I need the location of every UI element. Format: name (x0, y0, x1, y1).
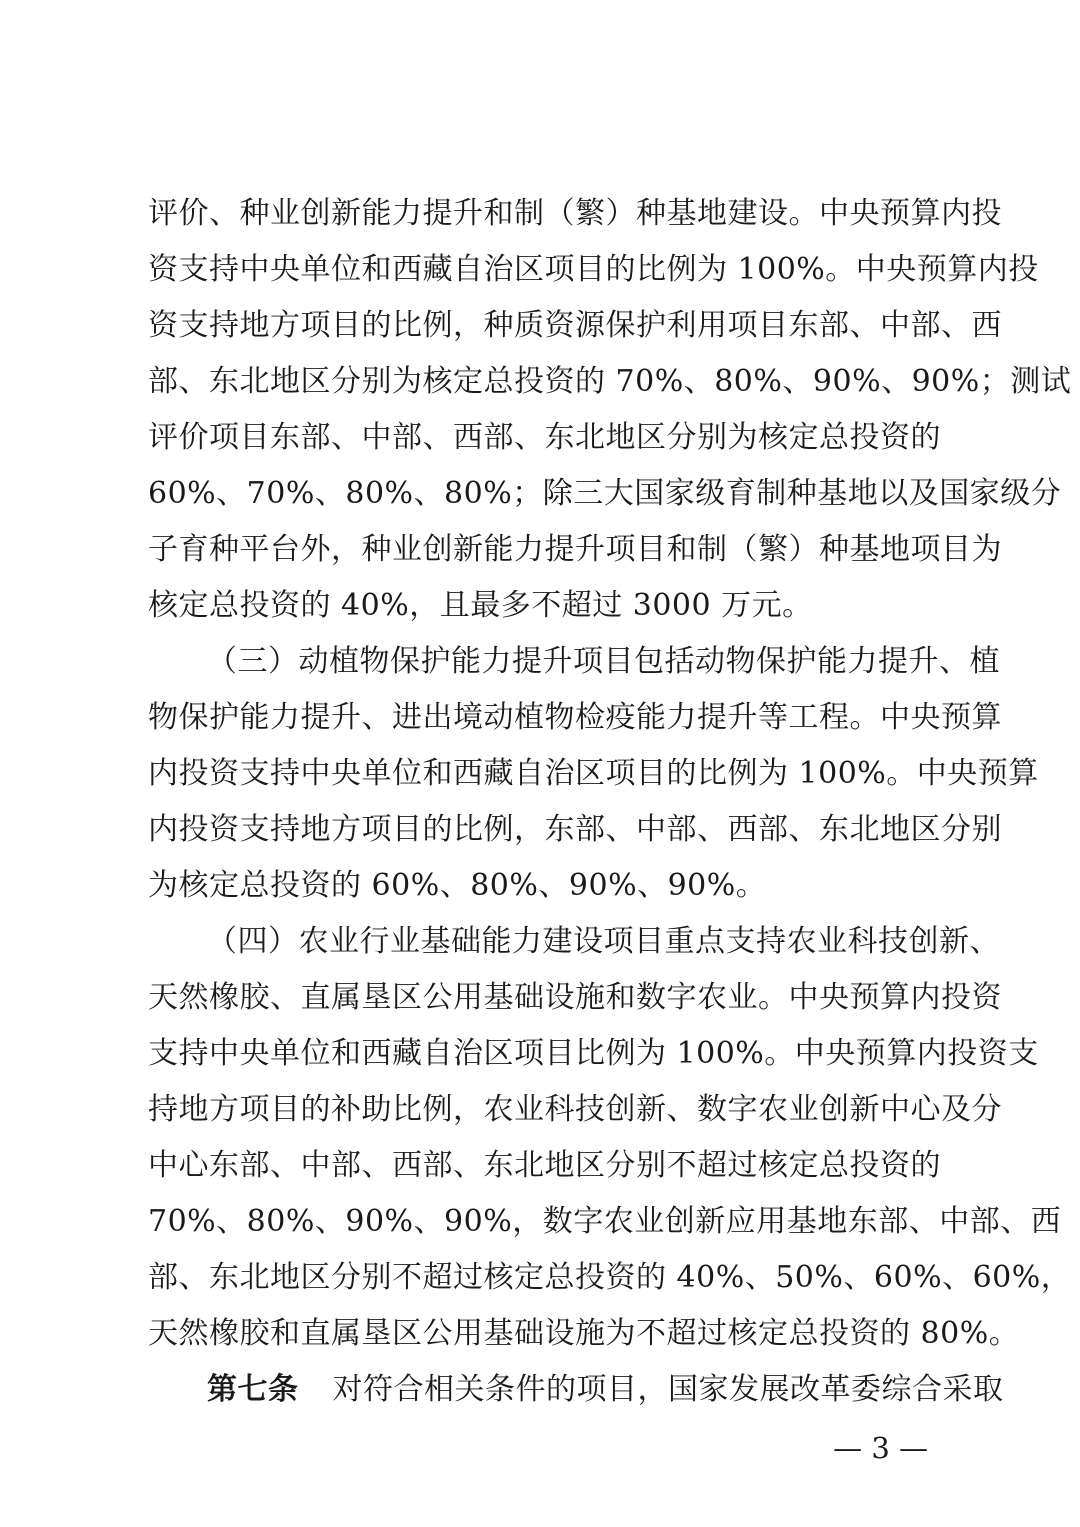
body-line-3: 资支持地方项目的比例，种质资源保护利用项目东部、中部、西 (148, 308, 1002, 343)
body-line-2: 资支持中央单位和西藏自治区项目的比例为 100%。中央预算内投 (148, 252, 1039, 287)
body-line-13: 为核定总投资的 60%、80%、90%、90%。 (148, 868, 767, 903)
body-line-11: 内投资支持中央单位和西藏自治区项目的比例为 100%。中央预算 (148, 756, 1039, 791)
body-line-8: 核定总投资的 40%，且最多不超过 3000 万元。 (148, 588, 813, 623)
body-line-20: 部、东北地区分别不超过核定总投资的 40%、50%、60%、60%， (148, 1260, 1072, 1295)
article-seven-line (207, 1368, 1004, 1412)
body-line-15: 天然橡胶、直属垦区公用基础设施和数字农业。中央预算内投资 (148, 980, 1002, 1015)
body-line-10: 物保护能力提升、进出境动植物检疫能力提升等工程。中央预算 (148, 700, 1002, 735)
body-line-17: 持地方项目的补助比例，农业科技创新、数字农业创新中心及分 (148, 1092, 1002, 1127)
page-number: — 3 — (833, 1431, 928, 1465)
section-four-first-line: （四）农业行业基础能力建设项目重点支持农业科技创新、 (207, 924, 1000, 959)
article-seven-text: 对符合相关条件的项目，国家发展改革委综合采取 (332, 1372, 1004, 1407)
body-line-4: 部、东北地区分别为核定总投资的 70%、80%、90%、90%；测试 (148, 364, 1072, 399)
body-line-19: 70%、80%、90%、90%，数字农业创新应用基地东部、中部、西 (148, 1204, 1062, 1239)
article-seven-heading: 第七条 (207, 1372, 299, 1407)
body-line-18: 中心东部、中部、西部、东北地区分别不超过核定总投资的 (148, 1148, 941, 1183)
body-line-12: 内投资支持地方项目的比例，东部、中部、西部、东北地区分别 (148, 812, 1002, 847)
body-line-21: 天然橡胶和直属垦区公用基础设施为不超过核定总投资的 80%。 (148, 1316, 1020, 1351)
body-line-1: 评价、种业创新能力提升和制（繁）种基地建设。中央预算内投 (148, 196, 1002, 231)
body-line-5: 评价项目东部、中部、西部、东北地区分别为核定总投资的 (148, 420, 941, 455)
section-three-first-line: （三）动植物保护能力提升项目包括动物保护能力提升、植 (207, 644, 1000, 679)
body-line-6: 60%、70%、80%、80%；除三大国家级育制种基地以及国家级分 (148, 476, 1062, 511)
body-line-7: 子育种平台外，种业创新能力提升项目和制（繁）种基地项目为 (148, 532, 1002, 567)
body-line-16: 支持中央单位和西藏自治区项目比例为 100%。中央预算内投资支 (148, 1036, 1039, 1071)
